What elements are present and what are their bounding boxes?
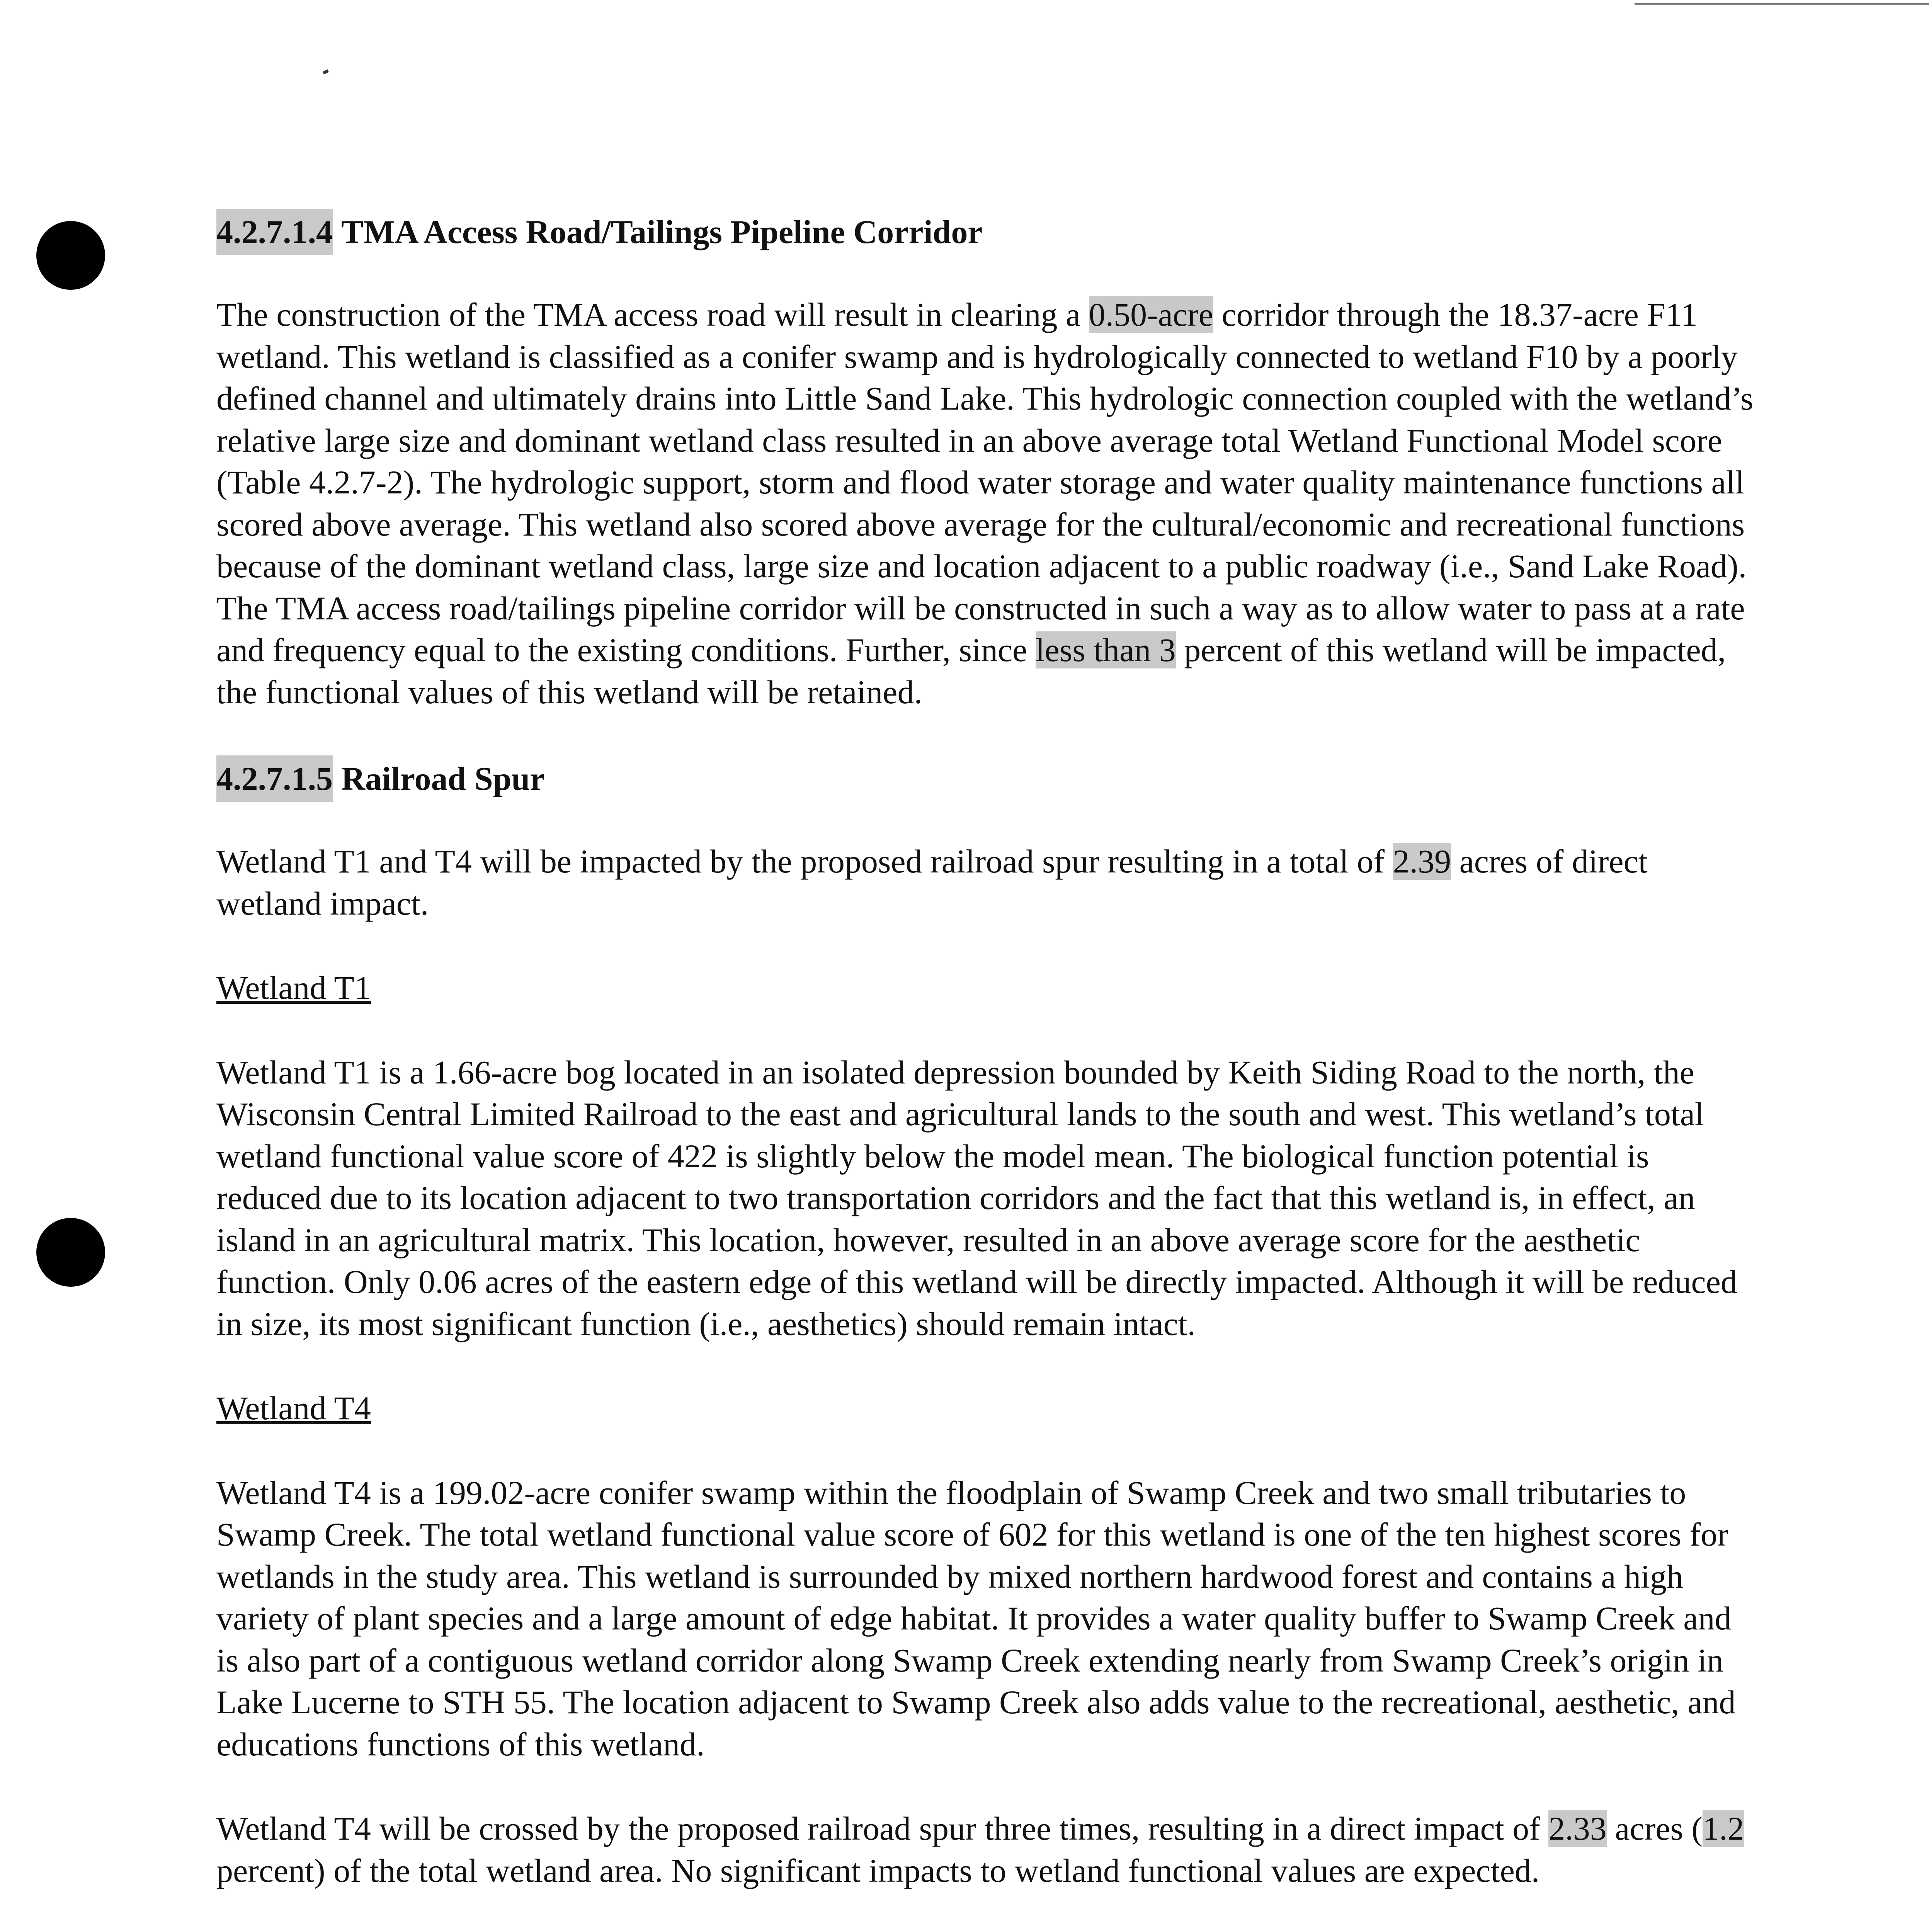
paragraph-text: acres of direct wetland impact.: [216, 843, 1648, 922]
wetland-t4-heading: Wetland T4: [216, 1389, 371, 1427]
wetland-t1-heading: Wetland T1: [216, 969, 371, 1006]
paragraph-text: percent) of the total wetland area. No significant impacts to wetland functional values are expected.: [216, 1852, 1540, 1889]
highlighted-value: 2.39: [1393, 843, 1451, 880]
tma-access-road-paragraph: [216, 294, 1754, 713]
document-body: [216, 209, 1754, 1932]
wetland-t4-impact-paragraph: [216, 1808, 1754, 1891]
scan-speck: [323, 69, 329, 74]
paragraph-text: corridor through the 18.37-acre F11 wetland. This wetland is classified as a conifer swamp and is hydrologically connected to wetland F10 by a poorly defined channel and ultimately drains into Little Sand Lake. This hydrologic connection coupled with the wetland’s relative large size and dominant wetland class resulted in an above average total Wetland Functional Model score (Table 4.2.7-2). The hydrologic support, storm and flood water storage and water quality maintenance functions all scored above average. This wetland also scored above average for the cultural/economic and recreational functions because of the dominant wetland class, large size and location adjacent to a public roadway (i.e., Sand Lake Road). The TMA access road/tailings pipeline corridor will be constructed in such a way as to allow water to pass at a rate and frequency equal to the existing conditions. Further, since: [216, 296, 1754, 668]
binder-hole-top: [36, 221, 105, 290]
section-title: Railroad Spur: [341, 760, 545, 797]
paragraph-text: acres (: [1606, 1810, 1703, 1847]
section-number: 4.2.7.1.4: [216, 209, 333, 255]
railroad-spur-intro-paragraph: [216, 840, 1754, 924]
highlighted-value: less than 3: [1035, 631, 1176, 668]
wetland-t1-paragraph: Wetland T1 is a 1.66-acre bog located in an isolated depression bounded by Keith Siding Road to the north, the Wisconsin Central Limited Railroad to the east and agricultural lands to the south and west. This wetland’s total wetland functional value score of 422 is slightly below the model mean. The biological function potential is reduced due to its location adjacent to two transportation corridors and the fact that this wetland is, in effect, an island in an agricultural matrix. This location, however, resulted in an above average score for the aesthetic function. Only 0.06 acres of the eastern edge of this wetland will be directly impacted. Although it will be reduced in size, its most significant function (i.e., aesthetics) should remain intact.: [216, 1053, 1737, 1342]
top-edge-line: [1635, 3, 1929, 5]
binder-hole-middle: [36, 1218, 105, 1287]
section-number: 4.2.7.1.5: [216, 755, 333, 802]
section-heading-tma-access-road: [216, 209, 1754, 255]
paragraph-text: Wetland T4 will be crossed by the proposed railroad spur three times, resulting in a direct impact of: [216, 1810, 1549, 1847]
paragraph-text: Wetland T1 and T4 will be impacted by the proposed railroad spur resulting in a total of: [216, 843, 1393, 880]
highlighted-value: 2.33: [1548, 1810, 1607, 1847]
wetland-t4-paragraph: Wetland T4 is a 199.02-acre conifer swamp within the floodplain of Swamp Creek and two small tributaries to Swamp Creek. The total wetland functional value score of 602 for this wetland is one of the ten highest scores for wetlands in the study area. This wetland is surrounded by mixed northern hardwood forest and contains a high variety of plant species and a large amount of edge habitat. It provides a water quality buffer to Swamp Creek and is also part of a contiguous wetland corridor along Swamp Creek extending nearly from Swamp Creek’s origin in Lake Lucerne to STH 55. The location adjacent to Swamp Creek also adds value to the recreational, aesthetic, and educations functions of this wetland.: [216, 1474, 1736, 1763]
paragraph-text: The construction of the TMA access road will result in clearing a: [216, 296, 1089, 333]
section-title: TMA Access Road/Tailings Pipeline Corridor: [341, 213, 983, 250]
highlighted-value: 1.2: [1703, 1810, 1744, 1847]
section-heading-railroad-spur: [216, 755, 1754, 802]
paragraph-text: percent of this wetland will be impacted, the functional values of this wetland will be retained.: [216, 631, 1726, 711]
highlighted-value: 0.50-acre: [1089, 296, 1213, 333]
